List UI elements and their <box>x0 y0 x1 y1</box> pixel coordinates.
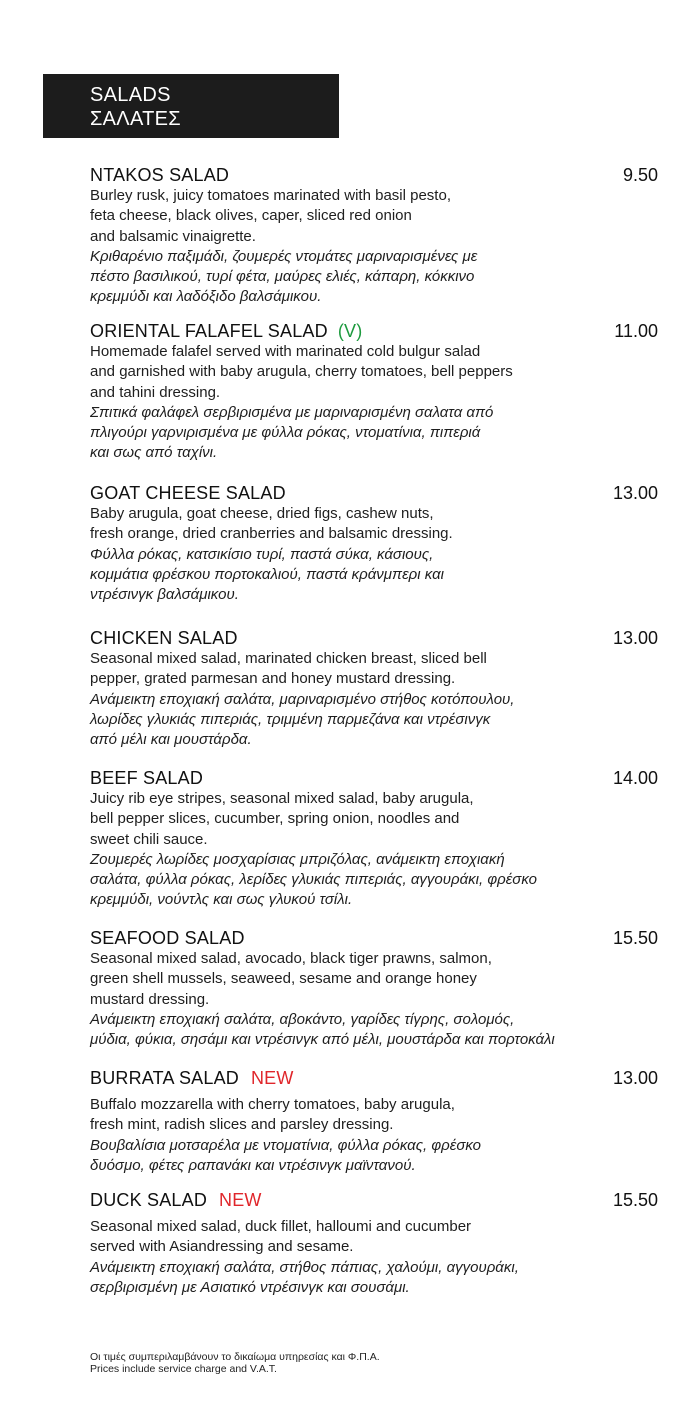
new-badge: NEW <box>250 1068 294 1088</box>
item-price: 14.00 <box>612 768 658 788</box>
item-price: 11.00 <box>614 321 658 341</box>
footer-note-gr: Οι τιμές συμπεριλαμβάνουν το δικαίωμα υπηρεσίας και Φ.Π.Α. <box>90 1351 380 1363</box>
item-description-en: Baby arugula, goat cheese, dried figs, cashew nuts, fresh orange, dried cranberries and balsamic dressing. <box>90 505 453 543</box>
item-description-gr: Φύλλα ρόκας, κατσικίσιο τυρί, παστά σύκα, κάσιους, κομμάτια φρέσκου πορτοκαλιού, παστά κράνμπερι και ντρέσινγκ βαλσάμικου. <box>90 545 444 604</box>
item-name: BURRATA SALAD NEW <box>90 1068 294 1088</box>
item-price: 13.00 <box>612 1068 658 1088</box>
item-description-gr: Ανάμεικτη εποχιακή σαλάτα, στήθος πάπιας, χαλούμι, αγγουράκι, σερβιρισμένη με Ασιατικό ντρέσινγκ και σουσάμι. <box>90 1258 519 1296</box>
item-price: 15.50 <box>612 928 658 948</box>
vegan-tag: (V) <box>337 321 363 341</box>
section-title-en: SALADS <box>90 84 171 106</box>
menu-item-goat-cheese-salad <box>90 482 680 605</box>
item-name: CHICKEN SALAD <box>90 628 238 648</box>
menu-item-chicken-salad <box>90 627 680 750</box>
section-header <box>43 74 339 138</box>
item-description-en: Juicy rib eye stripes, seasonal mixed salad, baby arugula, bell pepper slices, cucumber, spring onion, noodles and sweet chili sauce. <box>90 790 474 848</box>
item-description-en: Homemade falafel served with marinated cold bulgur salad and garnished with baby arugula, cherry tomatoes, bell peppers and tahini dressing. <box>90 343 513 401</box>
item-price: 9.50 <box>622 165 658 185</box>
item-name: GOAT CHEESE SALAD <box>90 483 286 503</box>
footer-note-en: Prices include service charge and V.A.T. <box>90 1363 277 1375</box>
item-name: DUCK SALAD NEW <box>90 1190 262 1210</box>
item-description-gr: Ανάμεικτη εποχιακή σαλάτα, αβοκάντο, γαρίδες τίγρης, σολομός, μύδια, φύκια, σησάμι και ντρέσινγκ από μέλι, μουστάρδα και πορτοκάλι <box>90 1010 555 1049</box>
item-name: NTAKOS SALAD <box>90 165 230 185</box>
item-name: SEAFOOD SALAD <box>90 928 245 948</box>
item-description-en: Seasonal mixed salad, duck fillet, halloumi and cucumber served with Asiandressing and sesame. <box>90 1218 472 1256</box>
item-description-gr: Βουβαλίσια μοτσαρέλα με ντοματίνια, φύλλα ρόκας, φρέσκο δυόσμο, φέτες ραπανάκι και ντρέσινγκ μαϊντανού. <box>90 1136 482 1174</box>
item-description-gr: Ζουμερές λωρίδες μοσχαρίσιας μπριζόλας, ανάμεικτη εποχιακή σαλάτα, φύλλα ρόκας, λερίδες γλυκιάς πιπεριάς, αγγουράκι, φρέσκο κρεμμύδι, νούντλς και σως γλυκού τσίλι. <box>90 850 537 909</box>
item-description-gr: Κριθαρένιο παξιμάδι, ζουμερές ντομάτες μαριναρισμένες με πέστο βασιλικού, τυρί φέτα, μαύρες ελιές, κάπαρη, κόκκινο κρεμμύδι και λαδόξιδο βαλσάμικου. <box>90 247 478 306</box>
menu-item-seafood-salad <box>90 927 680 1050</box>
item-description-gr: Σπιτικά φαλάφελ σερβιρισμένα με μαριναρισμένη σαλατα από πλιγούρι γαρνιρισμένα με φύλλα ρόκας, ντοματίνια, πιπεριά και σως από ταχίνι. <box>90 403 494 462</box>
menu-item-beef-salad <box>90 767 680 911</box>
item-price: 13.00 <box>612 483 658 503</box>
item-price: 15.50 <box>612 1190 658 1210</box>
section-title-gr: ΣΑΛΑΤΕΣ <box>90 108 181 130</box>
item-name: ORIENTAL FALAFEL SALAD (V) <box>90 321 363 341</box>
menu-item-ntakos-salad <box>90 164 680 308</box>
item-description-gr: Ανάμεικτη εποχιακή σαλάτα, μαριναρισμένο στήθος κοτόπουλου, λωρίδες γλυκιάς πιπεριάς, τριμμένη παρμεζάνα και ντρέσινγκ από μέλι και μουστάρδα. <box>90 690 515 749</box>
menu-item-oriental-falafel-salad <box>90 320 680 464</box>
footer-note <box>90 1351 380 1375</box>
menu-item-burrata-salad <box>90 1067 680 1176</box>
item-name: BEEF SALAD <box>90 768 204 788</box>
item-price: 13.00 <box>612 628 658 648</box>
item-description-en: Buffalo mozzarella with cherry tomatoes, baby arugula, fresh mint, radish slices and parsley dressing. <box>90 1096 455 1134</box>
item-description-en: Seasonal mixed salad, marinated chicken breast, sliced bell pepper, grated parmesan and honey mustard dressing. <box>90 650 487 688</box>
item-description-en: Burley rusk, juicy tomatoes marinated with basil pesto, feta cheese, black olives, caper, sliced red onion and balsamic vinaigrette. <box>90 187 451 245</box>
new-badge: NEW <box>219 1190 262 1210</box>
item-description-en: Seasonal mixed salad, avocado, black tiger prawns, salmon, green shell mussels, seaweed, sesame and orange honey mustard dressing. <box>90 950 492 1008</box>
menu-item-duck-salad <box>90 1189 680 1298</box>
